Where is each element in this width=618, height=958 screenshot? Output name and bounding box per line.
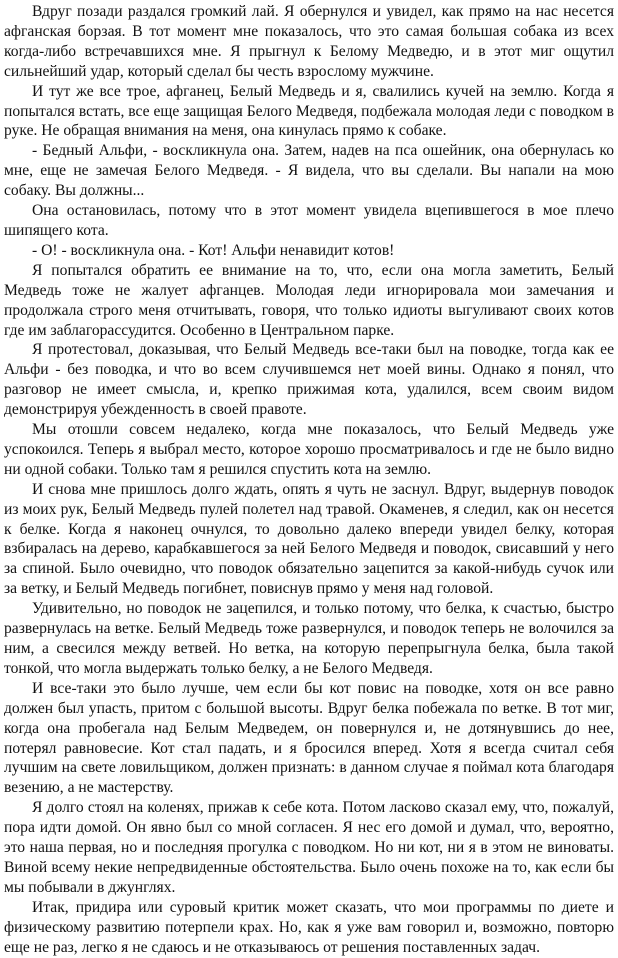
- paragraph-12: Я долго стоял на коленях, прижав к себе кота. Потом ласково сказал ему, что, пожалуй, пора идти домой. Он явно был со мной согласен. Я нес его домой и думал, что, вероятно, это наша первая, но и последняя прогулка с поводком. Но ни кот, ни я в этом не виноваты. Виной всему некие непредвиденные обстоятельства. Было очень похоже на то, как если бы мы побывали в джунглях.: [4, 799, 614, 896]
- paragraph-9: И снова мне пришлось долго ждать, опять я чуть не заснул. Вдруг, выдернув поводок из моих рук, Белый Медведь пулей полетел над травой. Окаменев, я следил, как он несется к белке. Когда я наконец очнулся, то довольно далеко впереди увидел белку, которая взбиралась на дерево, карабкавшегося за ней Белого Медведя и поводок, свисавший у него за спиной. Было очевидно, что поводок обязательно зацепится за какой-нибудь сучок или за ветку, и Белый Медведь погибнет, повиснув прямо у меня над головой.: [4, 480, 614, 598]
- paragraph-8: Мы отошли совсем недалеко, когда мне показалось, что Белый Медведь уже успокоился. Теперь я выбрал место, которое хорошо просматривалось и где не было видно ни одной собаки. Только там я решился спустить кота на землю.: [4, 421, 614, 478]
- paragraph-6: Я попытался обратить ее внимание на то, что, если она могла заметить, Белый Медведь тоже не жалует афганцев. Молодая леди игнорировала мои замечания и продолжала строго меня отчитывать, говоря, что только идиоты выгуливают своих котов где им заблагорассудится. Особенно в Центральном парке.: [4, 261, 614, 339]
- paragraph-1: Вдруг позади раздался громкий лай. Я обернулся и увидел, как прямо на нас несется афганская борзая. В тот момент мне показалось, что это самая большая собака из всех когда-либо встречавшихся мне. Я прыгнул к Белому Медведю, и в этот миг ощутил сильнейший удар, который сделал бы честь взрослому мужчине.: [4, 3, 614, 80]
- paragraph-2: И тут же все трое, афганец, Белый Медведь и я, свалились кучей на землю. Когда я попытался встать, все еще защищая Белого Медведя, подбежала молодая леди с поводком в руке. Не обращая внимания на меня, она кинулась прямо к собаке.: [4, 82, 614, 140]
- paragraph-13: Итак, придира или суровый критик может сказать, что мои программы по диете и физическому развитию потерпели крах. Но, как я уже вам говорил и, возможно, повторю еще не раз, легко я не сдаюсь и не отказываюсь от решения поставленных задач.: [4, 898, 614, 956]
- paragraph-3: - Бедный Альфи, - воскликнула она. Затем, надев на пса ошейник, она обернулась ко мне, еще не замечая Белого Медведя. - Я видела, что вы сделали. Вы напали на мою собаку. Вы должны...: [4, 142, 614, 200]
- paragraph-7: Я протестовал, доказывая, что Белый Медведь все-таки был на поводке, тогда как ее Альфи - без поводка, и что во всем случившемся нет моей вины. Однако я понял, что разговор не имеет смысла, и, крепко прижимая кота, удалился, всем своим видом демонстрируя убежденность в своей правоте.: [4, 341, 614, 419]
- paragraph-10: Удивительно, но поводок не зацепился, и только потому, что белка, к счастью, быстро развернулась на ветке. Белый Медведь тоже развернулся, и поводок теперь не волочился за ним, а свесился между ветвей. Но ветка, на которую перепрыгнула белка, была такой тонкой, что могла выдержать только белку, а не Белого Медведя.: [4, 600, 614, 677]
- paragraph-5: - О! - воскликнула она. - Кот! Альфи ненавидит котов!: [32, 241, 395, 259]
- paragraph-4: Она остановилась, потому что в этот момент увидела вцепившегося в мое плечо шипящего кота.: [4, 202, 614, 239]
- paragraph-11: И все-таки это было лучше, чем если бы кот повис на поводке, хотя он все равно должен был упасть, притом с большой высоты. Вдруг белка побежала по ветке. В тот миг, когда она пробегала над Белым Медведем, он повернулся и, не дотянувшись до нее, потерял равновесие. Кот стал падать, и я бросился вперед. Хотя я всегда считал себя лучшим на свете ловильщиком, должен признать: в данном случае я поймал кота благодаря везению, а не мастерству.: [4, 679, 614, 797]
